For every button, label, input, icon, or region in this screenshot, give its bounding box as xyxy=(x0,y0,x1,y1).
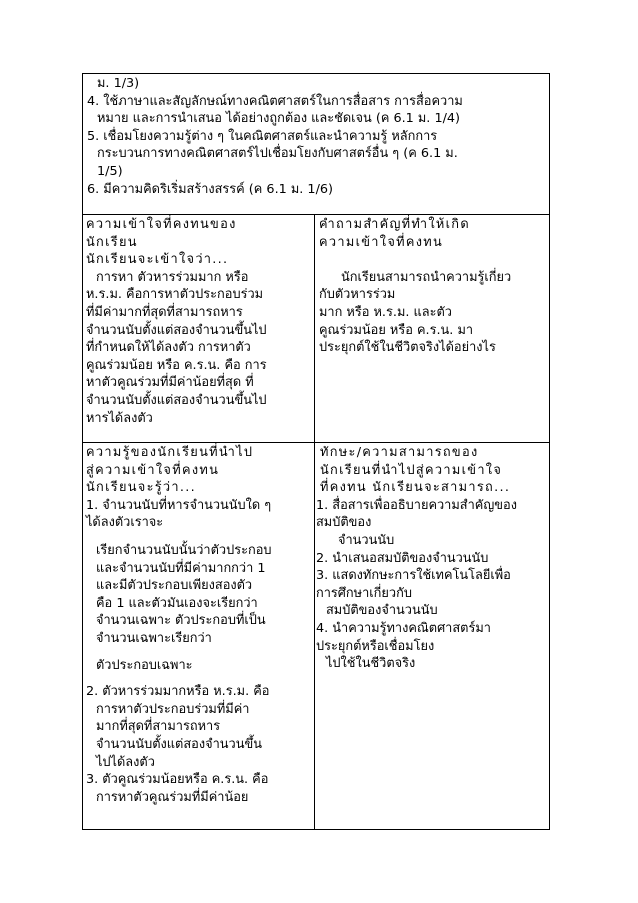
standards-item-5-cont2: 1/5) xyxy=(97,163,123,179)
standards-item-4: 4. ใช้ภาษาและสัญลักษณ์ทางคณิตศาสตร์ในการสื่อสาร การสื่อความ xyxy=(87,93,463,109)
skills-line: จำนวนนับ xyxy=(338,532,395,548)
column-divider xyxy=(314,214,315,829)
understanding-line: หาตัวคูณร่วมที่มีค่าน้อยที่สุด ที่ xyxy=(86,375,254,391)
detail-line: เรียกจำนวนนับนั้นว่าตัวประกอบ xyxy=(96,542,272,558)
item3-line: การหาตัวคูณร่วมที่มีค่าน้อย xyxy=(96,789,249,805)
standards-item-5-cont1: กระบวนการทางคณิตศาสตร์ไปเชื่อมโยงกับศาสตร์อื่น ๆ (ค 6.1 ม. xyxy=(97,146,458,162)
detail-line: จำนวนเฉพาะเรียกว่า xyxy=(96,630,212,646)
skills-line: การศึกษาเกี่ยวกับ xyxy=(316,585,412,601)
item2-line: มากที่สุดที่สามารถหาร xyxy=(96,719,221,735)
questions-line: คูณร่วมน้อย หรือ ค.ร.น. มา xyxy=(319,322,474,338)
knowledge-item-1-term: ตัวประกอบเฉพาะ xyxy=(96,657,193,673)
knowledge-item-1: 1. จำนวนนับที่หารจำนวนนับใด ๆ xyxy=(86,497,272,513)
skills-line: สมบัติของ xyxy=(316,515,372,531)
table-top-border xyxy=(83,73,549,74)
standards-item-4-cont: หมาย และการนำเสนอ ได้อย่างถูกต้อง และชัดเจน (ค 6.1 ม. 1/4) xyxy=(97,111,461,127)
skills-line: สมบัติของจำนวนนับ xyxy=(326,603,438,619)
item2-line: ไปได้ลงตัว xyxy=(96,754,155,770)
detail-line: คือ 1 และตัวมันเองจะเรียกว่า xyxy=(96,595,258,611)
skills-heading-3: ที่คงทน นักเรียนจะสามารถ... xyxy=(320,480,511,496)
understanding-line: ที่กำหนดให้ได้ลงตัว การหาตัว xyxy=(86,340,251,356)
knowledge-heading-2: สู่ความเข้าใจที่คงทน xyxy=(86,462,220,478)
skills-line: 1. สื่อสารเพื่ออธิบายความสำคัญของ xyxy=(316,497,517,513)
standards-line0: ม. 1/3) xyxy=(97,76,140,91)
row-divider-2 xyxy=(83,442,549,443)
understanding-line: ห.ร.ม. คือการหาตัวประกอบร่วม xyxy=(86,287,264,303)
questions-line: นักเรียนสามารถนำความรู้เกี่ยว xyxy=(341,269,512,285)
understanding-line: จำนวนนับตั้งแต่สองจำนวนขึ้นไป xyxy=(86,392,267,408)
detail-line: และจำนวนนับที่มีค่ามากกว่า 1 xyxy=(96,560,266,576)
detail-line: จำนวนเฉพาะ ตัวประกอบที่เป็น xyxy=(96,613,266,629)
understanding-line: ที่มีค่ามากที่สุดที่สามารถหาร xyxy=(86,304,243,320)
skills-cell xyxy=(316,444,547,673)
understanding-heading-2: นักเรียน xyxy=(86,234,138,250)
detail-line: และมีตัวประกอบเพียงสองตัว xyxy=(96,578,253,594)
item2-line: จำนวนนับตั้งแต่สองจำนวนขึ้น xyxy=(96,736,262,752)
knowledge-heading-3: นักเรียนจะรู้ว่า... xyxy=(86,480,197,496)
standards-item-6: 6. มีความคิดริเริ่มสร้างสรรค์ (ค 6.1 ม. 1/6) xyxy=(87,181,334,197)
skills-line: 4. นำความรู้ทางคณิตศาสตร์มา xyxy=(316,620,491,636)
standards-item-5: 5. เชื่อมโยงความรู้ต่าง ๆ ในคณิตศาสตร์และนำความรู้ หลักการ xyxy=(87,128,438,144)
skills-line: 2. นำเสนอสมบัติของจำนวนนับ xyxy=(316,550,489,566)
item3-line: 3. ตัวคูณร่วมน้อยหรือ ค.ร.น. คือ xyxy=(86,772,269,788)
skills-line: ประยุกต์หรือเชื่อมโยง xyxy=(316,638,435,654)
questions-line: ประยุกต์ใช้ในชีวิตจริงได้อย่างไร xyxy=(319,340,496,356)
item2-line: การหาตัวประกอบร่วมที่มีค่า xyxy=(96,701,250,717)
understanding-line: หารได้ลงตัว xyxy=(86,410,153,426)
knowledge-heading-1: ความรู้ของนักเรียนที่นำไป xyxy=(86,445,254,460)
knowledge-item-3 xyxy=(86,771,312,806)
skills-line: 3. แสดงทักษะการใช้เทคโนโลยีเพื่อ xyxy=(316,568,511,584)
knowledge-item-1-detail xyxy=(86,542,312,648)
standards-cell xyxy=(87,75,545,198)
understanding-line: การหา ตัวหารร่วมมาก หรือ xyxy=(96,269,249,285)
curriculum-table xyxy=(82,73,550,830)
skills-heading-2: นักเรียนที่นำไปสู่ความเข้าใจ xyxy=(320,462,503,478)
understanding-heading-1: ความเข้าใจที่คงทนของ xyxy=(86,217,237,232)
understanding-line: จำนวนนับตั้งแต่สองจำนวนขึ้นไป xyxy=(86,322,267,338)
knowledge-item-1-cont: ได้ลงตัวเราจะ xyxy=(86,515,164,531)
understanding-heading-3: นักเรียนจะเข้าใจว่า... xyxy=(86,252,229,268)
skills-heading-1: ทักษะ/ความสามารถของ xyxy=(320,445,479,460)
questions-heading-2: ความเข้าใจที่คงทน xyxy=(319,234,444,250)
understanding-line: คูณร่วมน้อย หรือ ค.ร.น. คือ การ xyxy=(86,357,267,373)
questions-line: มาก หรือ ห.ร.ม. และตัว xyxy=(319,304,452,320)
questions-line: กับตัวหารร่วม xyxy=(319,287,396,303)
questions-heading-1: คำถามสำคัญที่ทำให้เกิด xyxy=(319,217,470,232)
essential-questions-cell xyxy=(319,216,547,357)
knowledge-item-2 xyxy=(86,683,312,771)
item2-line: 2. ตัวหารร่วมมากหรือ ห.ร.ม. คือ xyxy=(86,684,270,700)
row-divider-1 xyxy=(83,214,549,215)
skills-line: ไปใช้ในชีวิตจริง xyxy=(326,656,416,672)
knowledge-cell xyxy=(86,444,312,806)
understanding-cell xyxy=(86,216,312,427)
questions-spacer xyxy=(319,251,547,269)
